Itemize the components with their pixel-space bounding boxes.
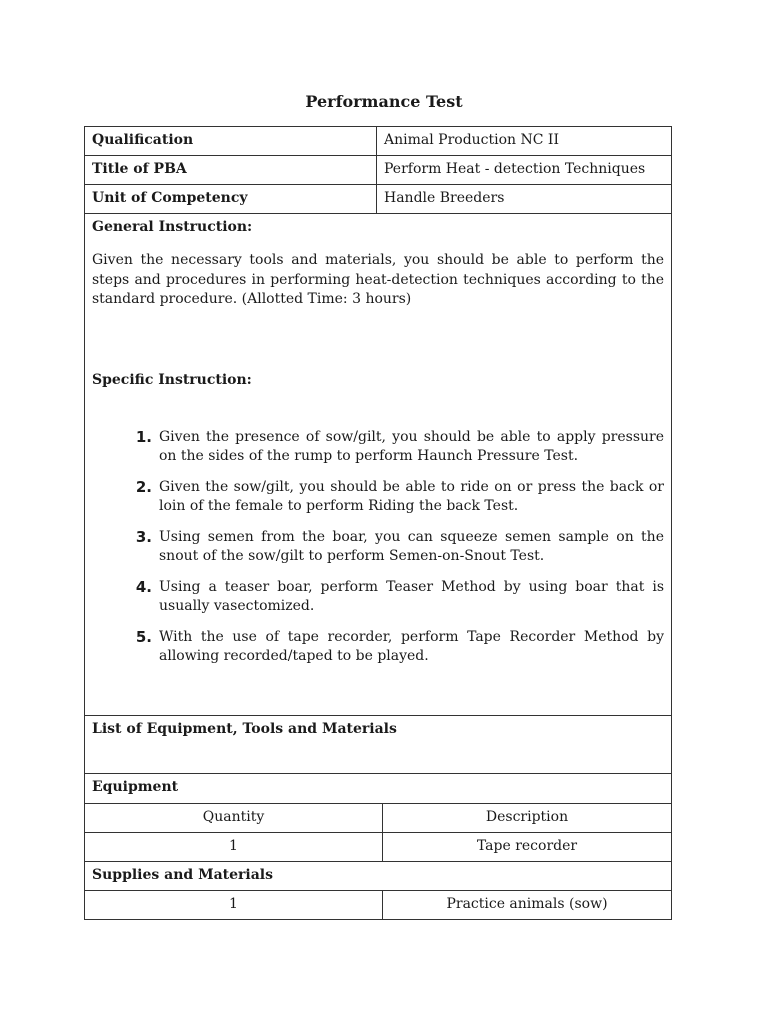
supplies-quantity: 1 bbox=[85, 891, 383, 920]
quantity-header: Quantity bbox=[85, 804, 383, 833]
column-header-row bbox=[85, 804, 672, 833]
supplies-row bbox=[85, 862, 672, 891]
performance-test-table bbox=[84, 126, 672, 920]
supplies-description: Practice animals (sow) bbox=[383, 891, 672, 920]
list-item: 1. Given the presence of sow/gilt, you should be able to apply pressure on the sides of the rump to perform Haunch Pressure Test. bbox=[135, 427, 664, 464]
unit-row bbox=[85, 185, 672, 214]
list-item: 2. Given the sow/gilt, you should be able to ride on or press the back or loin of the female to perform Riding the back Test. bbox=[135, 477, 664, 514]
specific-instruction-list bbox=[92, 428, 664, 667]
qualification-row bbox=[85, 127, 672, 156]
specific-instruction-heading: Specific Instruction: bbox=[92, 371, 252, 388]
equipment-heading: Equipment bbox=[85, 774, 672, 804]
description-header: Description bbox=[383, 804, 672, 833]
pba-value: Perform Heat - detection Techniques bbox=[377, 156, 672, 185]
list-item: 5. With the use of tape recorder, perform Tape Recorder Method by allowing recorded/taped to be played. bbox=[135, 627, 664, 664]
unit-label: Unit of Competency bbox=[85, 185, 377, 214]
equipment-description: Tape recorder bbox=[383, 833, 672, 862]
qualification-value: Animal Production NC II bbox=[377, 127, 672, 156]
table-row bbox=[85, 891, 672, 920]
instructions-cell bbox=[85, 214, 672, 716]
general-instruction-text: Given the necessary tools and materials, you should be able to perform the steps and procedures in performing heat-detection techniques according to the standard procedure. (Allotted Time: 3 hours) bbox=[92, 252, 664, 307]
table-row bbox=[85, 833, 672, 862]
supplies-heading: Supplies and Materials bbox=[85, 862, 672, 891]
unit-value: Handle Breeders bbox=[377, 185, 672, 214]
equipment-quantity: 1 bbox=[85, 833, 383, 862]
equipment-row bbox=[85, 774, 672, 804]
equipment-list-heading: List of Equipment, Tools and Materials bbox=[85, 716, 672, 774]
qualification-label: Qualification bbox=[85, 127, 377, 156]
general-instruction-heading: General Instruction: bbox=[92, 219, 253, 235]
page-title: Performance Test bbox=[305, 92, 463, 111]
list-item: 4. Using a teaser boar, perform Teaser Method by using boar that is usually vasectomized. bbox=[135, 577, 664, 614]
pba-label: Title of PBA bbox=[85, 156, 377, 185]
equipment-list-row bbox=[85, 716, 672, 774]
list-item: 3. Using semen from the boar, you can squeeze semen sample on the snout of the sow/gilt to perform Semen-on-Snout Test. bbox=[135, 527, 664, 564]
pba-row bbox=[85, 156, 672, 185]
instructions-row bbox=[85, 214, 672, 716]
